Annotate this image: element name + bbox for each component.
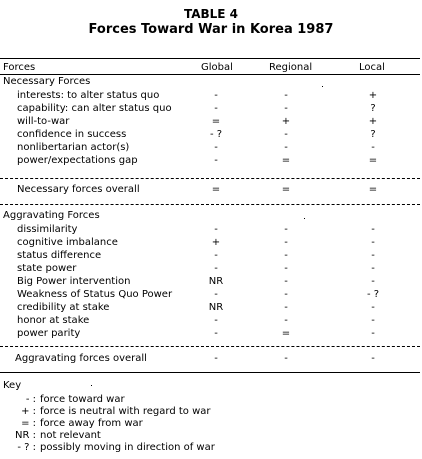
header-bottom-rule xyxy=(0,74,420,75)
aggravating-force-global-value: NR xyxy=(208,276,224,287)
necessary-force-local-value: ? xyxy=(370,129,376,140)
aggravating-force-global-value: + xyxy=(211,237,221,248)
key-text: force toward war xyxy=(40,394,125,405)
key-text: force is neutral with regard to war xyxy=(40,406,211,417)
aggravating-force-local-value: - xyxy=(371,302,375,313)
key-symbol: NR : xyxy=(15,430,36,441)
aggravating-force-regional-value: - xyxy=(284,237,288,248)
necessary-force-global-value: - xyxy=(214,142,218,153)
table-bottom-rule xyxy=(0,372,420,373)
necessary-heading: Necessary Forces xyxy=(3,76,91,87)
key-text: force away from war xyxy=(40,418,143,429)
necessary-overall-label: Necessary forces overall xyxy=(17,184,140,195)
aggravating-force-local-value: - xyxy=(371,276,375,287)
aggravating-force-label: status difference xyxy=(17,250,102,261)
header-local: Local xyxy=(359,62,385,73)
header-top-rule xyxy=(0,58,420,59)
aggravating-force-regional-value: - xyxy=(284,224,288,235)
stray-dot xyxy=(304,218,305,219)
necessary-force-local-value: ? xyxy=(370,103,376,114)
aggravating-overall-regional: - xyxy=(284,353,288,364)
necessary-force-regional-value: - xyxy=(284,129,288,140)
aggravating-force-global-value: - xyxy=(214,328,218,339)
necessary-force-regional-value: - xyxy=(284,90,288,101)
aggravating-force-local-value: - xyxy=(371,237,375,248)
necessary-force-global-value: - xyxy=(214,155,218,166)
necessary-force-regional-value: + xyxy=(281,116,291,127)
necessary-force-regional-value: - xyxy=(284,142,288,153)
aggravating-force-regional-value: - xyxy=(284,289,288,300)
aggravating-force-local-value: - xyxy=(371,250,375,261)
key-text: possibly moving in direction of war xyxy=(40,442,215,453)
aggravating-dashed-rule-top xyxy=(0,346,420,347)
key-symbol: - ? : xyxy=(17,442,36,453)
aggravating-force-label: credibility at stake xyxy=(17,302,110,313)
table-title: Forces Toward War in Korea 1987 xyxy=(88,22,334,37)
necessary-force-regional-value: - xyxy=(284,103,288,114)
aggravating-force-local-value: - xyxy=(371,328,375,339)
stray-dot xyxy=(322,86,323,87)
aggravating-overall-local: - xyxy=(371,353,375,364)
aggravating-force-global-value: - xyxy=(214,289,218,300)
header-global: Global xyxy=(201,62,233,73)
aggravating-force-label: power parity xyxy=(17,328,81,339)
necessary-force-label: power/expectations gap xyxy=(17,155,138,166)
necessary-force-label: will-to-war xyxy=(17,116,70,127)
aggravating-force-local-value: - ? xyxy=(366,289,380,300)
aggravating-overall-global: - xyxy=(214,353,218,364)
table-number: TABLE 4 xyxy=(183,7,239,21)
necessary-dashed-rule-top xyxy=(0,178,420,179)
aggravating-force-label: honor at stake xyxy=(17,315,90,326)
aggravating-heading: Aggravating Forces xyxy=(3,210,100,221)
necessary-force-local-value: - xyxy=(371,142,375,153)
aggravating-force-label: cognitive imbalance xyxy=(17,237,118,248)
necessary-overall-regional: = xyxy=(281,184,291,195)
necessary-force-regional-value: = xyxy=(281,155,291,166)
key-text: not relevant xyxy=(40,430,101,441)
aggravating-force-regional-value: - xyxy=(284,250,288,261)
aggravating-force-regional-value: = xyxy=(281,328,291,339)
necessary-force-global-value: - xyxy=(214,90,218,101)
aggravating-force-global-value: - xyxy=(214,250,218,261)
necessary-force-label: interests: to alter status quo xyxy=(17,90,160,101)
aggravating-force-regional-value: - xyxy=(284,315,288,326)
necessary-force-label: confidence in success xyxy=(17,129,127,140)
aggravating-overall-label: Aggravating forces overall xyxy=(15,353,147,364)
necessary-overall-global: = xyxy=(211,184,221,195)
aggravating-force-label: Weakness of Status Quo Power xyxy=(17,289,173,300)
aggravating-force-regional-value: - xyxy=(284,302,288,313)
aggravating-force-label: state power xyxy=(17,263,77,274)
aggravating-force-local-value: - xyxy=(371,315,375,326)
key-heading: Key xyxy=(3,380,22,391)
necessary-force-global-value: = xyxy=(211,116,221,127)
necessary-force-local-value: + xyxy=(368,90,378,101)
necessary-force-global-value: - ? xyxy=(209,129,223,140)
aggravating-force-label: Big Power intervention xyxy=(17,276,131,287)
aggravating-force-local-value: - xyxy=(371,224,375,235)
necessary-force-global-value: - xyxy=(214,103,218,114)
aggravating-force-regional-value: - xyxy=(284,263,288,274)
necessary-force-local-value: + xyxy=(368,116,378,127)
aggravating-force-local-value: - xyxy=(371,263,375,274)
key-symbol: - : xyxy=(25,394,36,405)
aggravating-force-global-value: - xyxy=(214,224,218,235)
key-symbol: + : xyxy=(21,406,36,417)
aggravating-force-label: dissimilarity xyxy=(17,224,78,235)
necessary-force-label: capability: can alter status quo xyxy=(17,103,172,114)
aggravating-force-regional-value: - xyxy=(284,276,288,287)
necessary-overall-local: = xyxy=(368,184,378,195)
necessary-force-label: nonlibertarian actor(s) xyxy=(17,142,130,153)
aggravating-force-global-value: - xyxy=(214,263,218,274)
stray-dot xyxy=(91,385,92,386)
key-symbol: = : xyxy=(21,418,36,429)
necessary-force-local-value: = xyxy=(368,155,378,166)
header-forces: Forces xyxy=(3,62,36,73)
header-regional: Regional xyxy=(269,62,313,73)
aggravating-force-global-value: NR xyxy=(208,302,224,313)
necessary-dashed-rule-bottom xyxy=(0,204,420,205)
aggravating-force-global-value: - xyxy=(214,315,218,326)
